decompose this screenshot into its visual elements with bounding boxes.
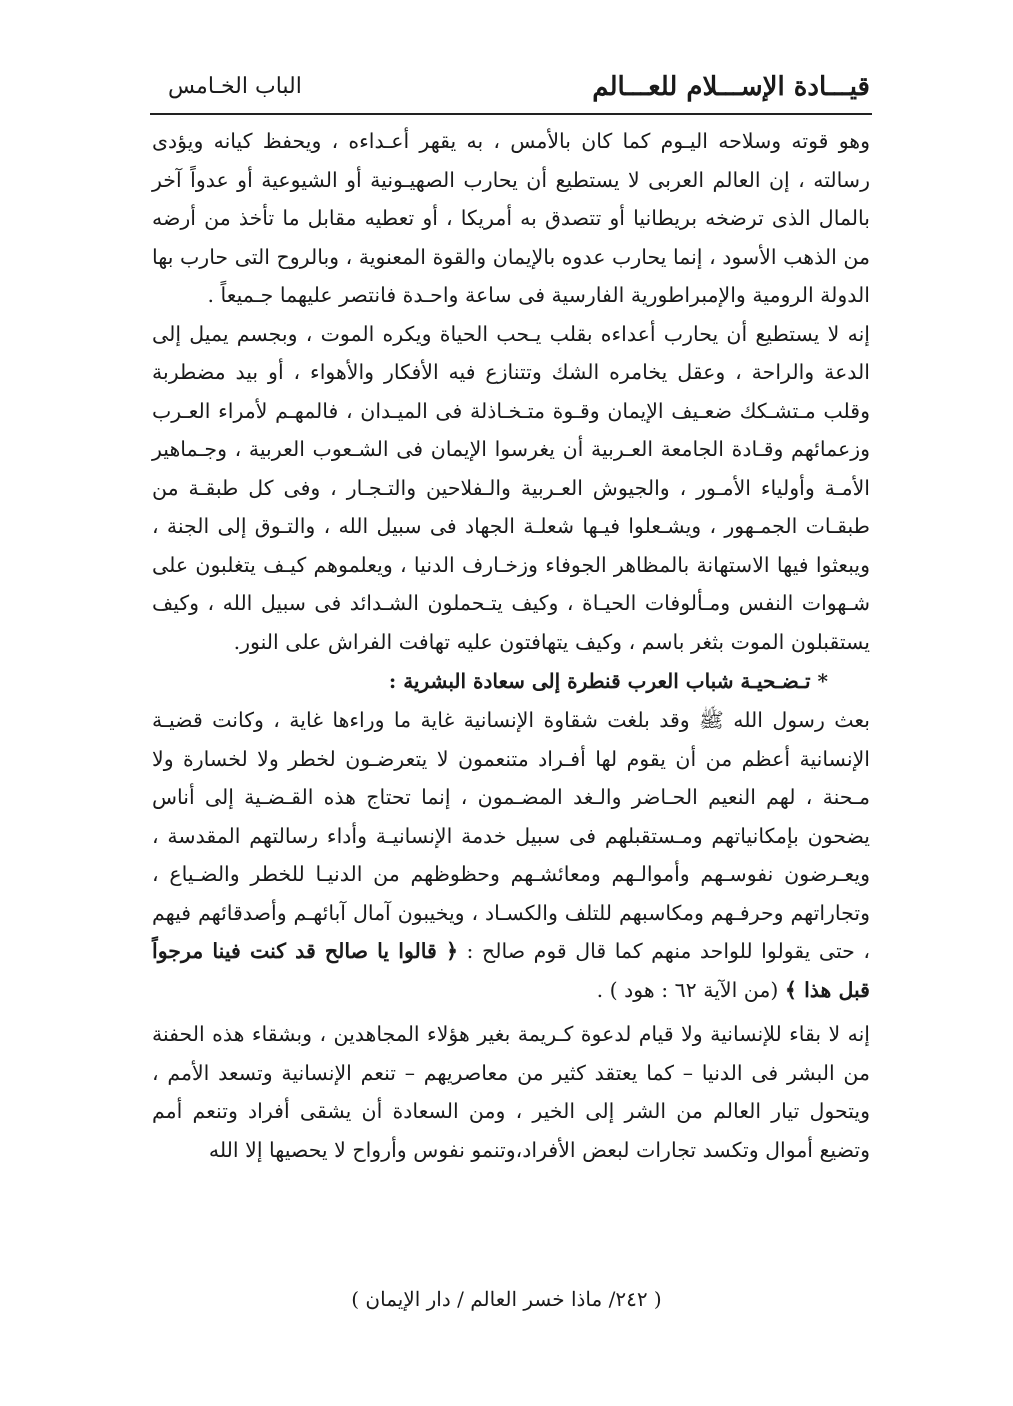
- page-header: [150, 70, 870, 110]
- page-footer: ( ٢٤٢/ ماذا خسر العالم / دار الإيمان ): [351, 1287, 662, 1311]
- quran-verse: ﴿ قالوا يا صالح قد كنت فينا مرجواً قبل هذا ﴾: [152, 939, 870, 1002]
- book-title: قيـــادة الإســـلام للعـــالم: [592, 72, 870, 102]
- header-divider: [150, 113, 872, 115]
- paragraph-1: وهو قوته وسلاحه اليـوم كما كان بالأمس ، به يقهر أعـداءه ، ويحفظ كيانه ويؤدى رسالته ، إن العالم العربى لا يستطيع أن يحارب الصهيـونية أو الشيوعية أو عدواً آخر بالمال الذى ترضخه بريطانيا أو تتصدق به أمريكا ، أو تعطيه مقابل ما تأخذ من أرضه من الذهب الأسود ، إنما يحارب عدوه بالإيمان والقوة المعنوية ، وبالروح التى حارب بها الدولة الرومية والإمبراطورية الفارسية فى ساعة واحـدة فانتصر عليهما جـميعاً .: [152, 129, 870, 307]
- paragraph-2: إنه لا يستطيع أن يحارب أعداءه بقلب يـحب الحياة ويكره الموت ، وبجسم يميل إلى الدعة والراحة ، وعقل يخامره الشك وتتنازع فيه الأفكار والأهواء ، أو بيد مضطربة وقلب مـتشـكك ضعـيف الإيمان وقـوة متـخـاذلة فى الميـدان ، فالمهـم لأمراء العـرب وزعمائهم وقـادة الجامعة العـربية أن يغرسوا الإيمان فى الشـعوب العربية ، وجـماهير الأمـة وأولياء الأمـور ، والجيوش العـربية والـفلاحين والتـجـار ، وفى كل طبقـة من طبقـات الجمـهور ، ويشـعلوا فيـها شعلـة الجهاد فى سبيل الله ، والتـوق إلى الجنة ، ويبعثوا فيها الاستهانة بالمظاهر الجوفاء وزخـارف الدنيا ، ويعلموهم كيـف يتغلبون على شـهوات النفس ومـألوفات الحيـاة ، وكيف يتـحملون الشـدائد فى سبيل الله ، وكيف يستقبلون الموت بثغر باسم ، وكيف يتهافتون عليه تهافت الفراش على النور.: [152, 321, 870, 654]
- paragraph-4: إنه لا بقاء للإنسانية ولا قيام لدعوة كـريمة بغير هؤلاء المجاهدين ، وبشقاء هذه الحفنة من البشر فى الدنيا – كما يعتقد كثير من معاصريهم – تنعم الإنسانية وتسعد الأمم ، ويتحول تيار العالم من الشر إلى الخير ، ومن السعادة أن يشقى أفراد وتنعم أمم وتضيع أموال وتكسد تجارات لبعض الأفراد،وتنمو نفوس وأرواح لا يحصيها إلا الله: [152, 1022, 870, 1162]
- paragraph-3: [152, 701, 870, 1009]
- chapter-title: الباب الخـامس: [168, 74, 302, 99]
- paragraph-3-text: بعث رسول الله ﷺ وقد بلغت شقاوة الإنسانية غاية ما وراءها غاية ، وكانت قضيـة الإنسانية أعظم من أن يقوم لها أفـراد متنعمون لا يتعرضـون لخطر ولا لخسارة ولا مـحنة ، لهم النعيم الحـاضر والـغد المضـمون ، إنما تحتاج هذه القـضـية إلى أناس يضحون بإمكانياتهم ومـستقبلهم فى سبيل خدمة الإنسانيـة وأداء رسالتهم المقدسة ، ويعـرضون نفوسـهم وأموالـهم ومعائشـهم وحظوظهم من الدنيـا للخطر والضـياع ، وتجاراتهم وحرفـهم ومكاسبهم للتلف والكسـاد ، ويخيبون آمال آبائهـم وأصدقائهم فيهم ، حتى يقولوا للواحد منهم كما قال قوم صالح :: [152, 708, 870, 963]
- quran-reference: (من الآية ٦٢ : هود ) .: [596, 977, 779, 1002]
- section-heading: * تـضـحيـة شباب العرب قنطرة إلى سعادة البشرية :: [388, 669, 828, 693]
- page-body: [152, 122, 870, 1169]
